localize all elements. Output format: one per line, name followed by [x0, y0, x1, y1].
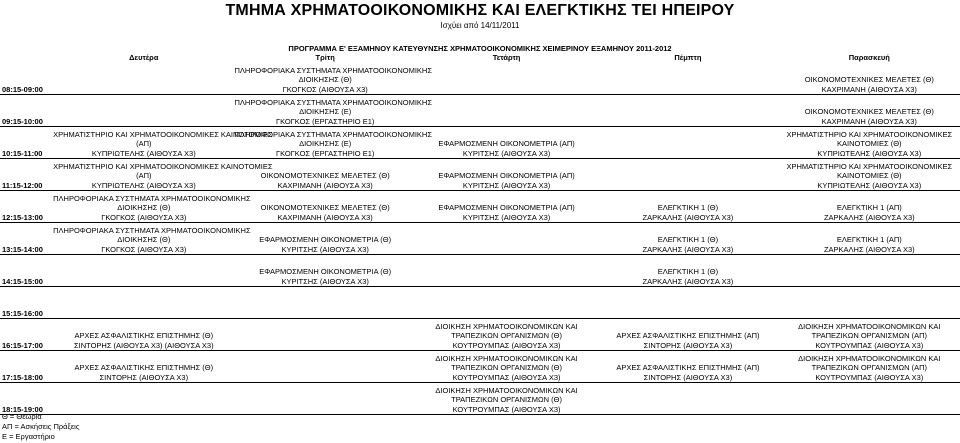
course-line: ΕΛΕΓΚΤΙΚΗ 1 (ΑΠ) [836, 203, 902, 212]
schedule-cell [416, 351, 597, 383]
course-line: ΚΥΡΙΤΣΗΣ (ΑΙΘΟΥΣΑ Χ3) [462, 180, 551, 190]
schedule-cell [53, 127, 273, 159]
course-line: ΔΙΟΙΚΗΣΗ ΧΡΗΜΑΤΟΟΙΚΟΝΟΜΙΚΩΝ ΚΑΙ [798, 353, 941, 363]
course-line: ΑΡΧΕΣ ΑΣΦΑΛΙΣΤΙΚΗΣ ΕΠΙΣΤΗΜΗΣ (ΑΠ) [616, 331, 760, 340]
schedule-cell [779, 319, 960, 351]
program-heading: ΠΡΟΓΡΑΜΜΑ Ε' ΕΞΑΜΗΝΟΥ ΚΑΤΕΥΘΥΝΣΗΣ ΧΡΗΜΑΤΟΟΙΚΟΝΟΜΙΚΗΣ ΧΕΙΜΕΡΙΝΟΥ ΕΞΑΜΗΝΟΥ 2011-2012 [288, 44, 672, 53]
course-line: ΔΙΟΙΚΗΣΗ ΧΡΗΜΑΤΟΟΙΚΟΝΟΜΙΚΩΝ ΚΑΙ [435, 321, 578, 331]
time-slot-row [0, 351, 960, 383]
course-line: ΚΥΠΡΙΩΤΕΛΗΣ (ΑΙΘΟΥΣΑ Χ3) [817, 148, 922, 158]
schedule-cell [234, 63, 432, 95]
schedule-cell [416, 319, 597, 351]
schedule-cell [597, 319, 778, 351]
time-slot-row [0, 95, 960, 127]
schedule-cell [53, 95, 234, 127]
schedule-cell [416, 159, 597, 191]
course-line: ΕΛΕΓΚΤΙΚΗ 1 (ΑΠ) [836, 235, 902, 244]
time-slot-row [0, 383, 960, 415]
schedule-cell [234, 95, 432, 127]
schedule-cell [53, 191, 251, 223]
time-slot-row [0, 191, 960, 223]
course-line: ΕΦΑΡΜΟΣΜΕΝΗ ΟΙΚΟΝΟΜΕΤΡΙΑ (ΑΠ) [438, 139, 575, 148]
time-slot-label: 10:15-11:00 [0, 127, 53, 159]
schedule-cell [779, 351, 960, 383]
schedule-cell [53, 351, 234, 383]
time-column-header [0, 53, 53, 63]
course-line: ΧΡΗΜΑΤΙΣΤΗΡΙΟ ΚΑΙ ΧΡΗΜΑΤΟΟΙΚΟΝΟΜΙΚΕΣ ΚΑΙΝΟΤΟΜΙΕΣ [53, 161, 273, 171]
time-slot-label: 12:15-13:00 [0, 191, 53, 223]
schedule-cell [597, 191, 778, 223]
schedule-cell [53, 255, 234, 287]
time-slot-row [0, 159, 960, 191]
course-line: ΚΑΧΡΙΜΑΝΗ (ΑΙΘΟΥΣΑ Χ3) [821, 84, 917, 94]
course-line: ΠΛΗΡΟΦΟΡΙΑΚΑ ΣΥΣΤΗΜΑΤΑ ΧΡΗΜΑΤΟΟΙΚΟΝΟΜΙΚΗΣ [53, 225, 251, 235]
course-line: ΚΥΡΙΤΣΗΣ (ΑΙΘΟΥΣΑ Χ3) [281, 276, 369, 286]
schedule-cell [779, 383, 960, 415]
course-line: ΧΡΗΜΑΤΙΣΤΗΡΙΟ ΚΑΙ ΧΡΗΜΑΤΟΟΙΚΟΝΟΜΙΚΕΣ [786, 129, 953, 139]
course-line: ΔΙΟΙΚΗΣΗΣ (Θ) [117, 203, 171, 212]
schedule-cell [779, 63, 960, 95]
schedule-cell [234, 127, 432, 159]
course-line: ΣΙΝΤΟΡΗΣ (ΑΙΘΟΥΣΑ Χ3) [643, 372, 733, 382]
schedule-table [0, 53, 960, 415]
course-line: ΚΑΙΝΟΤΟΜΙΕΣ (Θ) [837, 171, 902, 180]
course-line: ΑΡΧΕΣ ΑΣΦΑΛΙΣΤΙΚΗΣ ΕΠΙΣΤΗΜΗΣ (Θ) [74, 363, 214, 372]
course-line: ΚΟΥΤΡΟΥΜΠΑΣ (ΑΙΘΟΥΣΑ Χ3) [815, 372, 924, 382]
course-line: ΠΛΗΡΟΦΟΡΙΑΚΑ ΣΥΣΤΗΜΑΤΑ ΧΡΗΜΑΤΟΟΙΚΟΝΟΜΙΚΗΣ [53, 193, 251, 203]
schedule-cell [234, 191, 415, 223]
course-line: ΠΛΗΡΟΦΟΡΙΑΚΑ ΣΥΣΤΗΜΑΤΑ ΧΡΗΜΑΤΟΟΙΚΟΝΟΜΙΚΗΣ [234, 97, 432, 107]
course-line: ΓΚΟΓΚΟΣ (ΑΙΘΟΥΣΑ Χ3) [282, 84, 368, 94]
schedule-cell [597, 223, 778, 255]
time-slot-row [0, 319, 960, 351]
schedule-cell [597, 383, 778, 415]
time-slot-label: 08:15-09:00 [0, 63, 53, 95]
course-line: ΤΡΑΠΕΖΙΚΩΝ ΟΡΓΑΝΙΣΜΩΝ (Θ) [451, 331, 562, 340]
day-header-row [0, 53, 960, 63]
time-slot-row [0, 223, 960, 255]
course-line: ΓΚΟΓΚΟΣ (ΑΙΘΟΥΣΑ Χ3) [101, 212, 187, 222]
time-slot-label: 13:15-14:00 [0, 223, 53, 255]
schedule-cell [597, 159, 778, 191]
schedule-cell [234, 383, 415, 415]
schedule-cell [53, 159, 273, 191]
schedule-cell [53, 383, 234, 415]
course-line: ΟΙΚΟΝΟΜΟΤΕΧΝΙΚΕΣ ΜΕΛΕΤΕΣ (Θ) [804, 75, 934, 84]
course-line: ΑΡΧΕΣ ΑΣΦΑΛΙΣΤΙΚΗΣ ΕΠΙΣΤΗΜΗΣ (Θ) [74, 331, 214, 340]
schedule-cell [416, 223, 597, 255]
schedule-cell [234, 351, 415, 383]
course-line: ΕΦΑΡΜΟΣΜΕΝΗ ΟΙΚΟΝΟΜΕΤΡΙΑ (Θ) [259, 235, 392, 244]
day-header: Τετάρτη [492, 53, 521, 62]
day-header: Πέμπτη [674, 53, 702, 62]
course-line: ΔΙΟΙΚΗΣΗΣ (Θ) [298, 75, 352, 84]
course-line: (ΑΠ) [136, 139, 152, 148]
course-line: ΚΟΥΤΡΟΥΜΠΑΣ (ΑΙΘΟΥΣΑ Χ3) [452, 372, 561, 382]
legend-item: Θ = Θεωρία [2, 412, 42, 421]
course-line: ΖΑΡΚΑΛΗΣ (ΑΙΘΟΥΣΑ Χ3) [823, 244, 915, 254]
time-slot-row [0, 287, 960, 319]
course-line: ΚΥΠΡΙΩΤΕΛΗΣ (ΑΙΘΟΥΣΑ Χ3) [817, 180, 922, 190]
course-line: ΑΡΧΕΣ ΑΣΦΑΛΙΣΤΙΚΗΣ ΕΠΙΣΤΗΜΗΣ (ΑΠ) [616, 363, 760, 372]
course-line: ΔΙΟΙΚΗΣΗΣ (Θ) [117, 235, 171, 244]
course-line: ΓΚΟΓΚΟΣ (ΑΙΘΟΥΣΑ Χ3) [101, 244, 187, 254]
schedule-cell [416, 255, 597, 287]
course-line: ΚΟΥΤΡΟΥΜΠΑΣ (ΑΙΘΟΥΣΑ Χ3) [452, 340, 561, 350]
course-line: ΔΙΟΙΚΗΣΗ ΧΡΗΜΑΤΟΟΙΚΟΝΟΜΙΚΩΝ ΚΑΙ [798, 321, 941, 331]
course-line: ΕΛΕΓΚΤΙΚΗ 1 (Θ) [657, 235, 719, 244]
schedule-cell [53, 287, 234, 319]
course-line: ΚΥΡΙΤΣΗΣ (ΑΙΘΟΥΣΑ Χ3) [281, 244, 369, 254]
course-line: ΠΛΗΡΟΦΟΡΙΑΚΑ ΣΥΣΤΗΜΑΤΑ ΧΡΗΜΑΤΟΟΙΚΟΝΟΜΙΚΗΣ [234, 129, 432, 139]
schedule-cell [53, 63, 234, 95]
course-line: ΟΙΚΟΝΟΜΟΤΕΧΝΙΚΕΣ ΜΕΛΕΤΕΣ (Θ) [804, 107, 934, 116]
schedule-cell [597, 63, 778, 95]
schedule-cell [416, 63, 597, 95]
course-line: ΕΛΕΓΚΤΙΚΗ 1 (Θ) [657, 267, 719, 276]
schedule-cell [779, 159, 960, 191]
course-line: ΟΙΚΟΝΟΜΟΤΕΧΝΙΚΕΣ ΜΕΛΕΤΕΣ (Θ) [260, 171, 390, 180]
schedule-cell [779, 127, 960, 159]
time-slot-row [0, 63, 960, 95]
time-slot-label: 09:15-10:00 [0, 95, 53, 127]
course-line: ΧΡΗΜΑΤΙΣΤΗΡΙΟ ΚΑΙ ΧΡΗΜΑΤΟΟΙΚΟΝΟΜΙΚΕΣ ΚΑΙΝΟΤΟΜΙΕΣ [53, 129, 273, 139]
schedule-cell [53, 319, 234, 351]
course-line: ΖΑΡΚΑΛΗΣ (ΑΙΘΟΥΣΑ Χ3) [642, 212, 734, 222]
schedule-cell [234, 223, 415, 255]
course-line: ΕΛΕΓΚΤΙΚΗ 1 (Θ) [657, 203, 719, 212]
legend [2, 412, 79, 442]
day-header: Τρίτη [315, 53, 335, 62]
schedule-cell [597, 287, 778, 319]
time-slot-row [0, 255, 960, 287]
time-slot-row [0, 127, 960, 159]
course-line: ΟΙΚΟΝΟΜΟΤΕΧΝΙΚΕΣ ΜΕΛΕΤΕΣ (Θ) [260, 203, 390, 212]
course-line: ΤΡΑΠΕΖΙΚΩΝ ΟΡΓΑΝΙΣΜΩΝ (ΑΠ) [811, 363, 928, 372]
course-line: ΚΑΧΡΙΜΑΝΗ (ΑΙΘΟΥΣΑ Χ3) [821, 116, 917, 126]
course-line: ΔΙΟΙΚΗΣΗ ΧΡΗΜΑΤΟΟΙΚΟΝΟΜΙΚΩΝ ΚΑΙ [435, 353, 578, 363]
schedule-cell [597, 255, 778, 287]
course-line: ΖΑΡΚΑΛΗΣ (ΑΙΘΟΥΣΑ Χ3) [823, 212, 915, 222]
schedule-cell [597, 95, 778, 127]
schedule-cell [416, 383, 597, 415]
schedule-cell [234, 255, 415, 287]
time-slot-label: 16:15-17:00 [0, 319, 53, 351]
time-slot-label: 18:15-19:00 [0, 383, 53, 415]
course-line: (ΑΠ) [136, 171, 152, 180]
course-line: ΚΟΥΤΡΟΥΜΠΑΣ (ΑΙΘΟΥΣΑ Χ3) [815, 340, 924, 350]
course-line: ΓΚΟΓΚΟΣ (ΕΡΓΑΣΤΗΡΙΟ Ε1) [275, 148, 375, 158]
schedule-cell [416, 95, 597, 127]
course-line: ΕΦΑΡΜΟΣΜΕΝΗ ΟΙΚΟΝΟΜΕΤΡΙΑ (ΑΠ) [438, 203, 575, 212]
course-line: ΔΙΟΙΚΗΣΗ ΧΡΗΜΑΤΟΟΙΚΟΝΟΜΙΚΩΝ ΚΑΙ [435, 385, 578, 395]
course-line: ΔΙΟΙΚΗΣΗΣ (Ε) [299, 139, 352, 148]
schedule-body [0, 63, 960, 415]
course-line: ΣΙΝΤΟΡΗΣ (ΑΙΘΟΥΣΑ Χ3) [643, 340, 733, 350]
schedule-cell [779, 255, 960, 287]
course-line: ΚΟΥΤΡΟΥΜΠΑΣ (ΑΙΘΟΥΣΑ Χ3) [452, 404, 561, 414]
legend-item: ΑΠ = Ασκήσεις Πράξεις [2, 422, 80, 431]
course-line: ΕΦΑΡΜΟΣΜΕΝΗ ΟΙΚΟΝΟΜΕΤΡΙΑ (ΑΠ) [438, 171, 575, 180]
document-title: ΤΜΗΜΑ ΧΡΗΜΑΤΟΟΙΚΟΝΟΜΙΚΗΣ ΚΑΙ ΕΛΕΓΚΤΙΚΗΣ ΤΕΙ ΗΠΕΙΡΟΥ [225, 2, 735, 19]
time-slot-label: 14:15-15:00 [0, 255, 53, 287]
course-line: ΤΡΑΠΕΖΙΚΩΝ ΟΡΓΑΝΙΣΜΩΝ (Θ) [451, 363, 562, 372]
course-line: ΤΡΑΠΕΖΙΚΩΝ ΟΡΓΑΝΙΣΜΩΝ (ΑΠ) [811, 331, 928, 340]
day-header: Δευτέρα [129, 53, 159, 62]
legend-item: Ε = Εργαστήριο [2, 432, 55, 441]
course-line: ΚΥΡΙΤΣΗΣ (ΑΙΘΟΥΣΑ Χ3) [462, 212, 551, 222]
time-slot-label: 15:15-16:00 [0, 287, 53, 319]
time-slot-label: 11:15-12:00 [0, 159, 53, 191]
day-header: Παρασκευή [848, 53, 890, 62]
time-slot-label: 17:15-18:00 [0, 351, 53, 383]
schedule-cell [597, 351, 778, 383]
course-line: ΓΚΟΓΚΟΣ (ΕΡΓΑΣΤΗΡΙΟ Ε1) [275, 116, 375, 126]
course-line: ΣΙΝΤΟΡΗΣ (ΑΙΘΟΥΣΑ Χ3) [99, 372, 189, 382]
schedule-cell [234, 319, 415, 351]
course-line: ΚΥΠΡΙΩΤΕΛΗΣ (ΑΙΘΟΥΣΑ Χ3) [91, 180, 196, 190]
course-line: ΔΙΟΙΚΗΣΗΣ (Ε) [299, 107, 352, 116]
course-line: ΚΥΠΡΙΩΤΕΛΗΣ (ΑΙΘΟΥΣΑ Χ3) [91, 148, 196, 158]
course-line: ΖΑΡΚΑΛΗΣ (ΑΙΘΟΥΣΑ Χ3) [642, 244, 734, 254]
schedule-cell [416, 287, 597, 319]
course-line: ΣΙΝΤΟΡΗΣ (ΑΙΘΟΥΣΑ Χ3) (ΑΙΘΟΥΣΑ Χ3) [73, 340, 214, 350]
schedule-cell [416, 127, 597, 159]
course-line: ΠΛΗΡΟΦΟΡΙΑΚΑ ΣΥΣΤΗΜΑΤΑ ΧΡΗΜΑΤΟΟΙΚΟΝΟΜΙΚΗΣ [234, 65, 432, 75]
schedule-cell [779, 95, 960, 127]
course-line: ΕΦΑΡΜΟΣΜΕΝΗ ΟΙΚΟΝΟΜΕΤΡΙΑ (Θ) [259, 267, 392, 276]
schedule-cell [779, 223, 960, 255]
course-line: ΚΑΙΝΟΤΟΜΙΕΣ (Θ) [837, 139, 902, 148]
schedule-cell [597, 127, 778, 159]
schedule-cell [416, 191, 597, 223]
schedule-cell [53, 223, 251, 255]
schedule-cell [779, 191, 960, 223]
course-line: ΧΡΗΜΑΤΙΣΤΗΡΙΟ ΚΑΙ ΧΡΗΜΑΤΟΟΙΚΟΝΟΜΙΚΕΣ [786, 161, 953, 171]
valid-from-text: Ισχύει από 14/11/2011 [440, 21, 520, 30]
course-line: ΚΑΧΡΙΜΑΝΗ (ΑΙΘΟΥΣΑ Χ3) [277, 180, 373, 190]
schedule-cell [234, 287, 415, 319]
course-line: ΖΑΡΚΑΛΗΣ (ΑΙΘΟΥΣΑ Χ3) [642, 276, 734, 286]
course-line: ΚΥΡΙΤΣΗΣ (ΑΙΘΟΥΣΑ Χ3) [462, 148, 551, 158]
course-line: ΚΑΧΡΙΜΑΝΗ (ΑΙΘΟΥΣΑ Χ3) [277, 212, 373, 222]
schedule-cell [779, 287, 960, 319]
course-line: ΤΡΑΠΕΖΙΚΩΝ ΟΡΓΑΝΙΣΜΩΝ (Θ) [451, 395, 562, 404]
